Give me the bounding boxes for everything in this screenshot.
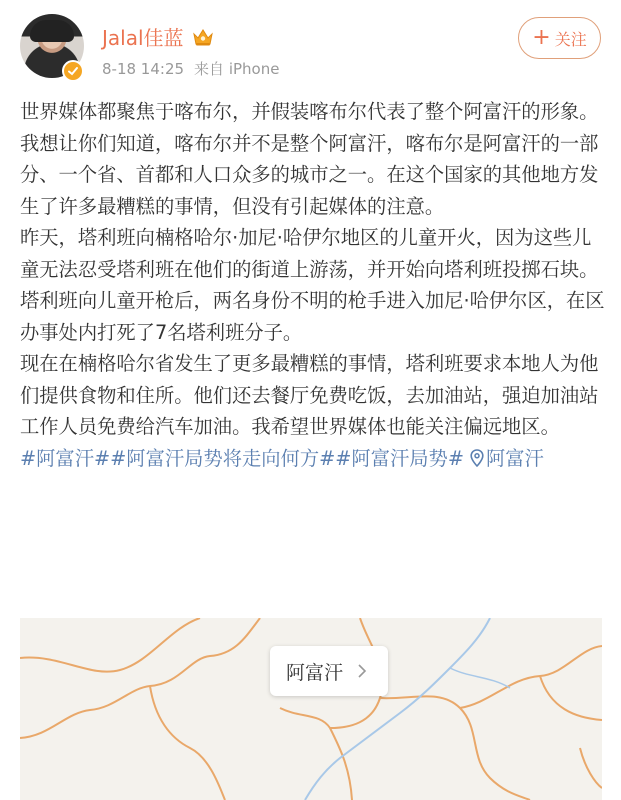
post-body — [20, 96, 606, 474]
map-location-label[interactable] — [270, 646, 388, 696]
plus-icon: + — [532, 25, 551, 50]
location-map[interactable] — [20, 618, 602, 800]
post-paragraph: 昨天，塔利班向楠格哈尔·加尼·哈伊尔地区的儿童开火，因为这些儿童无法忍受塔利班在他们的街道上游荡，并开始向塔利班投掷石块。塔利班向儿童开枪后，两名身份不明的枪手进入加尼·哈伊尔区，在区办事处内打死了7名塔利班分子。 — [20, 226, 605, 344]
post-paragraph: 世界媒体都聚焦于喀布尔，并假装喀布尔代表了整个阿富汗的形象。我想让你们知道，喀布尔并不是整个阿富汗，喀布尔是阿富汗的一部分、一个省、首都和人口众多的城市之一。在这个国家的其他地方发生了许多最糟糕的事情，但没有引起媒体的注意。 — [20, 100, 599, 218]
location-link[interactable]: 阿富汗 — [486, 446, 544, 470]
chevron-right-icon — [357, 663, 367, 679]
username-row — [102, 22, 214, 51]
location-pin-icon — [470, 449, 484, 467]
follow-label: 关注 — [554, 29, 587, 49]
crown-icon — [192, 27, 214, 47]
map-location-name: 阿富汗 — [286, 661, 344, 684]
username[interactable]: Jalal佳蓝 — [102, 26, 184, 50]
post-paragraph: 现在在楠格哈尔省发生了更多最糟糕的事情，塔利班要求本地人为他们提供食物和住所。他们还去餐厅免费吃饭，去加油站，强迫加油站工作人员免费给汽车加油。我希望世界媒体也能关注偏远地区。 — [20, 352, 599, 438]
hashtags[interactable]: #阿富汗##阿富汗局势将走向何方##阿富汗局势# — [20, 446, 464, 470]
post-date: 8-18 14:25 — [102, 60, 185, 78]
hashtag-line — [20, 443, 606, 475]
verified-badge-icon — [62, 60, 84, 82]
post-source: 来自 iPhone — [194, 60, 280, 78]
post-header — [0, 0, 621, 100]
follow-button[interactable] — [518, 17, 601, 59]
post-meta — [102, 58, 279, 79]
